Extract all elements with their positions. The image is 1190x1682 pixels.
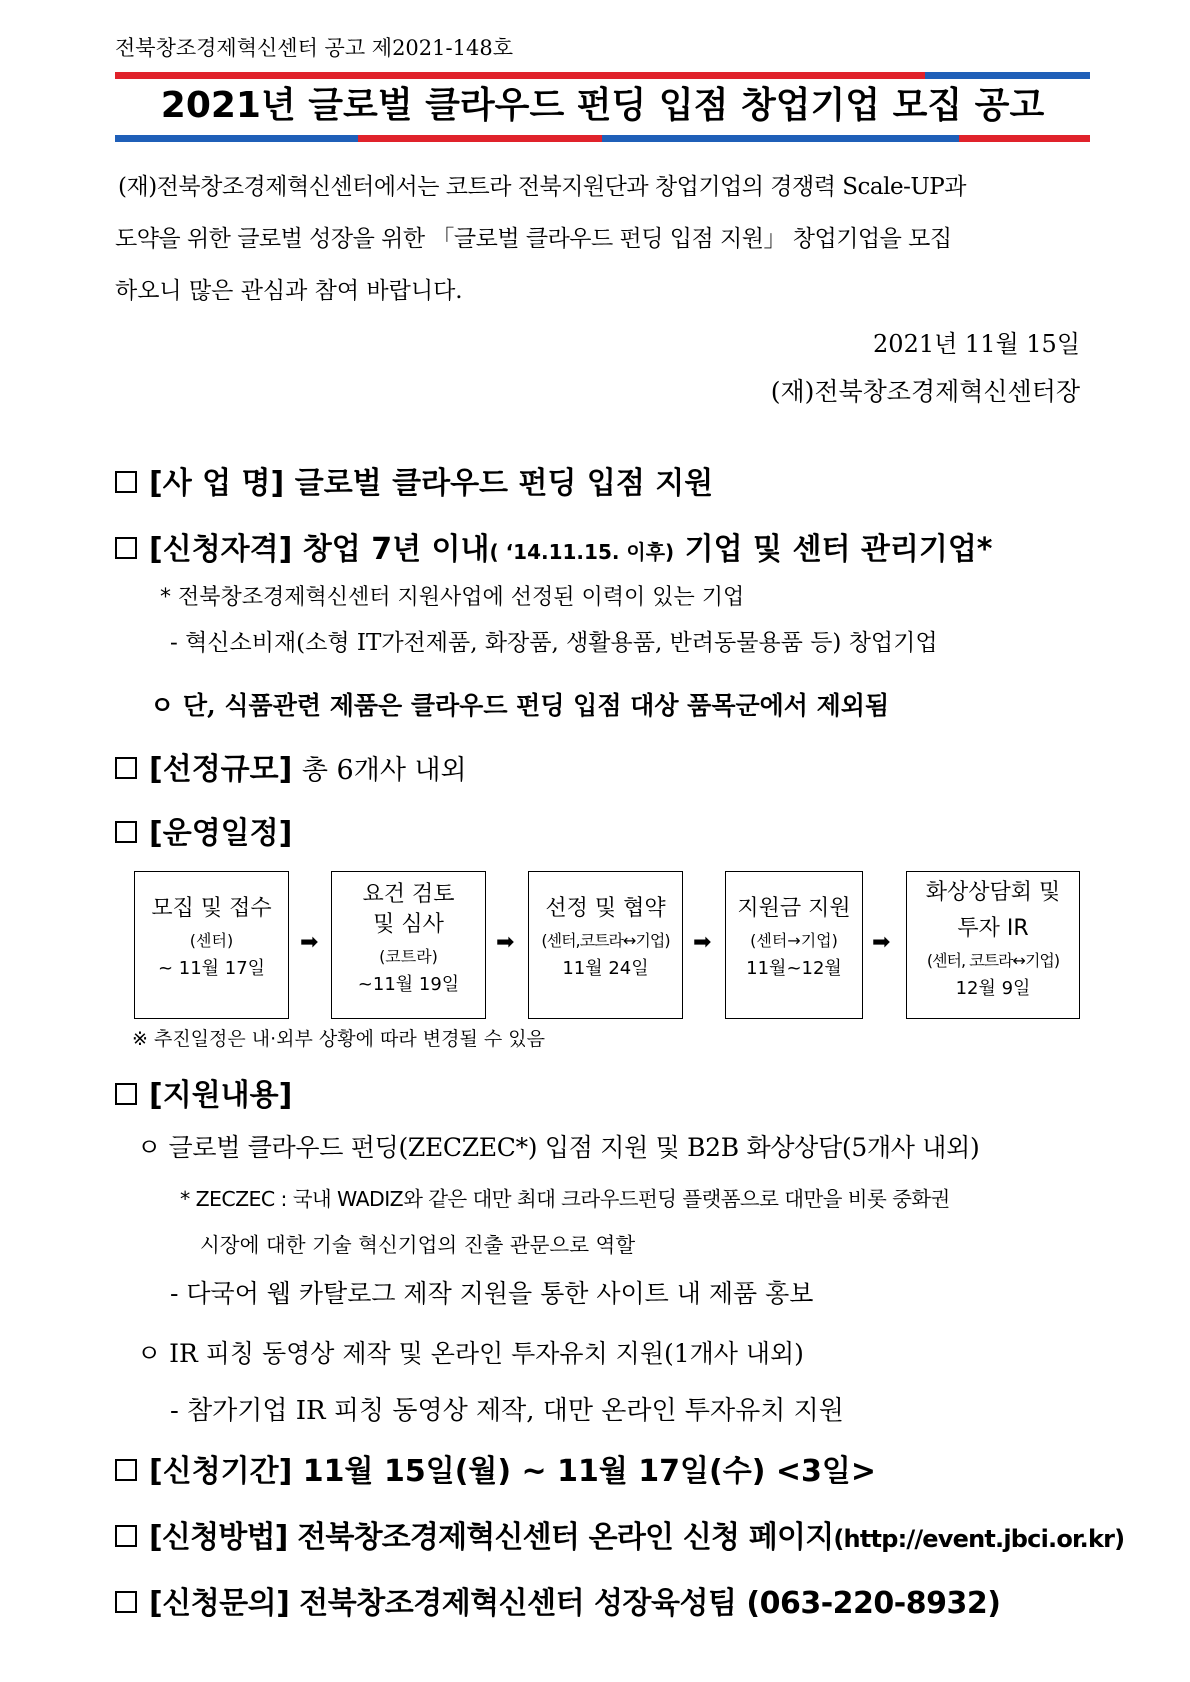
step-title: 선정 및 협약 xyxy=(545,896,666,921)
section-inquiry xyxy=(115,1578,1000,1622)
section-eligibility xyxy=(115,524,993,568)
section-period xyxy=(115,1446,876,1490)
period-value: 11월 15일(월) ~ 11월 17일(수) <3일> xyxy=(302,1454,876,1489)
arrow-right-icon: ➡ xyxy=(496,930,515,955)
support-item-1: ㅇ 글로벌 클라우드 펀딩(ZECZEC*) 입점 지원 및 B2B 화상상담(5개사 내외) xyxy=(137,1133,980,1162)
method-label: [신청방법] xyxy=(149,1520,288,1555)
inquiry-value: 전북창조경제혁신센터 성장육성팀 (063-220-8932) xyxy=(299,1586,1001,1621)
eligibility-label: [신청자격] xyxy=(149,532,293,567)
scale-label: [선정규모] xyxy=(149,752,293,787)
schedule-step-review xyxy=(331,871,486,1019)
step-date: 11월~12월 xyxy=(746,958,842,979)
arrow-right-icon: ➡ xyxy=(872,930,891,955)
step-title: 화상상담회 및 xyxy=(925,880,1061,905)
checkbox-icon xyxy=(115,757,137,779)
step-date: ~11월 19일 xyxy=(357,974,460,995)
step-actor: (센터,코트라↔기업) xyxy=(541,931,670,950)
checkbox-icon xyxy=(115,1459,137,1481)
support-item-2: ㅇ IR 피칭 동영상 제작 및 온라인 투자유치 지원(1개사 내외) xyxy=(137,1339,804,1368)
step-date: ~ 11월 17일 xyxy=(157,958,266,979)
notice-number: 전북창조경제혁신센터 공고 제2021-148호 xyxy=(115,36,513,60)
schedule-step-funding xyxy=(725,871,863,1019)
intro-line-2: 도약을 위한 글로벌 성장을 위한 「글로벌 클라우드 펀딩 입점 지원」 창업기업을 모집 xyxy=(115,226,952,252)
business-name-value: 글로벌 클라우드 펀딩 입점 지원 xyxy=(294,466,714,501)
section-schedule xyxy=(115,808,292,852)
step-date: 12월 9일 xyxy=(955,978,1031,999)
intro-line-1: (재)전북창조경제혁신센터에서는 코트라 전북지원단과 창업기업의 경쟁력 Scale-UP과 xyxy=(118,174,966,200)
checkbox-icon xyxy=(115,537,137,559)
section-business-name xyxy=(115,458,713,502)
arrow-right-icon: ➡ xyxy=(300,930,319,955)
support-item-2-detail: - 참가기업 IR 피칭 동영상 제작, 대만 온라인 투자유치 지원 xyxy=(170,1396,844,1426)
schedule-step-recruitment xyxy=(134,871,289,1019)
step-actor: (코트라) xyxy=(379,947,438,966)
eligibility-note-2: - 혁신소비재(소형 IT가전제품, 화장품, 생활용품, 반려동물용품 등) 창업기업 xyxy=(170,630,938,656)
support-item-1-note-a: * ZECZEC : 국내 WADIZ와 같은 대만 최대 크라우드펀딩 플랫폼으로 대만을 비롯 중화권 xyxy=(180,1187,950,1211)
checkbox-icon xyxy=(115,1591,137,1613)
support-item-1-detail: - 다국어 웹 카탈로그 제작 지원을 통한 사이트 내 제품 홍보 xyxy=(170,1279,814,1308)
method-value: 전북창조경제혁신센터 온라인 신청 페이지 xyxy=(297,1520,834,1555)
step-title: 모집 및 접수 xyxy=(151,896,272,921)
step-title-line-2: 투자 IR xyxy=(957,916,1029,941)
step-actor: (센터) xyxy=(189,931,234,950)
scale-value: 총 6개사 내외 xyxy=(301,755,467,786)
schedule-label: [운영일정] xyxy=(149,816,293,851)
period-label: [신청기간] xyxy=(149,1454,293,1489)
step-title: 요건 검토 xyxy=(362,882,455,907)
step-title-line-2: 및 심사 xyxy=(373,912,444,937)
method-url[interactable]: (http://event.jbci.or.kr) xyxy=(833,1525,1125,1553)
schedule-note: ※ 추진일정은 내·외부 상황에 따라 변경될 수 있음 xyxy=(132,1028,545,1050)
step-date: 11월 24일 xyxy=(562,958,649,979)
eligibility-value-tail: 기업 및 센터 관리기업* xyxy=(684,532,993,567)
arrow-right-icon: ➡ xyxy=(693,930,712,955)
issuer-signature: (재)전북창조경제혁신센터장 xyxy=(770,377,1080,406)
eligibility-exclusion: ㅇ 단, 식품관련 제품은 클라우드 펀딩 입점 대상 품목군에서 제외됨 xyxy=(150,691,890,720)
eligibility-value: 창업 7년 이내 xyxy=(302,532,490,567)
support-label: [지원내용] xyxy=(149,1078,293,1113)
section-support xyxy=(115,1070,292,1114)
intro-line-3: 하오니 많은 관심과 참여 바랍니다. xyxy=(115,278,463,304)
checkbox-icon xyxy=(115,471,137,493)
title-bar-bottom xyxy=(115,135,1090,142)
announcement-date: 2021년 11월 15일 xyxy=(873,330,1080,358)
schedule-step-ir-meeting xyxy=(906,871,1080,1019)
section-method xyxy=(115,1512,1124,1556)
checkbox-icon xyxy=(115,1083,137,1105)
eligibility-date-condition: ( ‘14.11.15. 이후) xyxy=(489,540,675,564)
section-scale xyxy=(115,744,467,788)
support-item-1-note-b: 시장에 대한 기술 혁신기업의 진출 관문으로 역할 xyxy=(200,1233,636,1257)
document-title: 2021년 글로벌 클라우드 펀딩 입점 창업기업 모집 공고 xyxy=(160,85,1045,126)
schedule-step-selection xyxy=(528,871,683,1019)
step-title: 지원금 지원 xyxy=(737,896,851,921)
inquiry-label: [신청문의] xyxy=(149,1586,290,1621)
title-bar-top xyxy=(115,72,1090,79)
step-actor: (센터, 코트라↔기업) xyxy=(926,951,1060,970)
checkbox-icon xyxy=(115,821,137,843)
business-name-label: [사 업 명] xyxy=(149,466,285,501)
step-actor: (센터→기업) xyxy=(750,931,838,950)
checkbox-icon xyxy=(115,1525,137,1547)
eligibility-note-1: * 전북창조경제혁신센터 지원사업에 선정된 이력이 있는 기업 xyxy=(160,585,745,610)
